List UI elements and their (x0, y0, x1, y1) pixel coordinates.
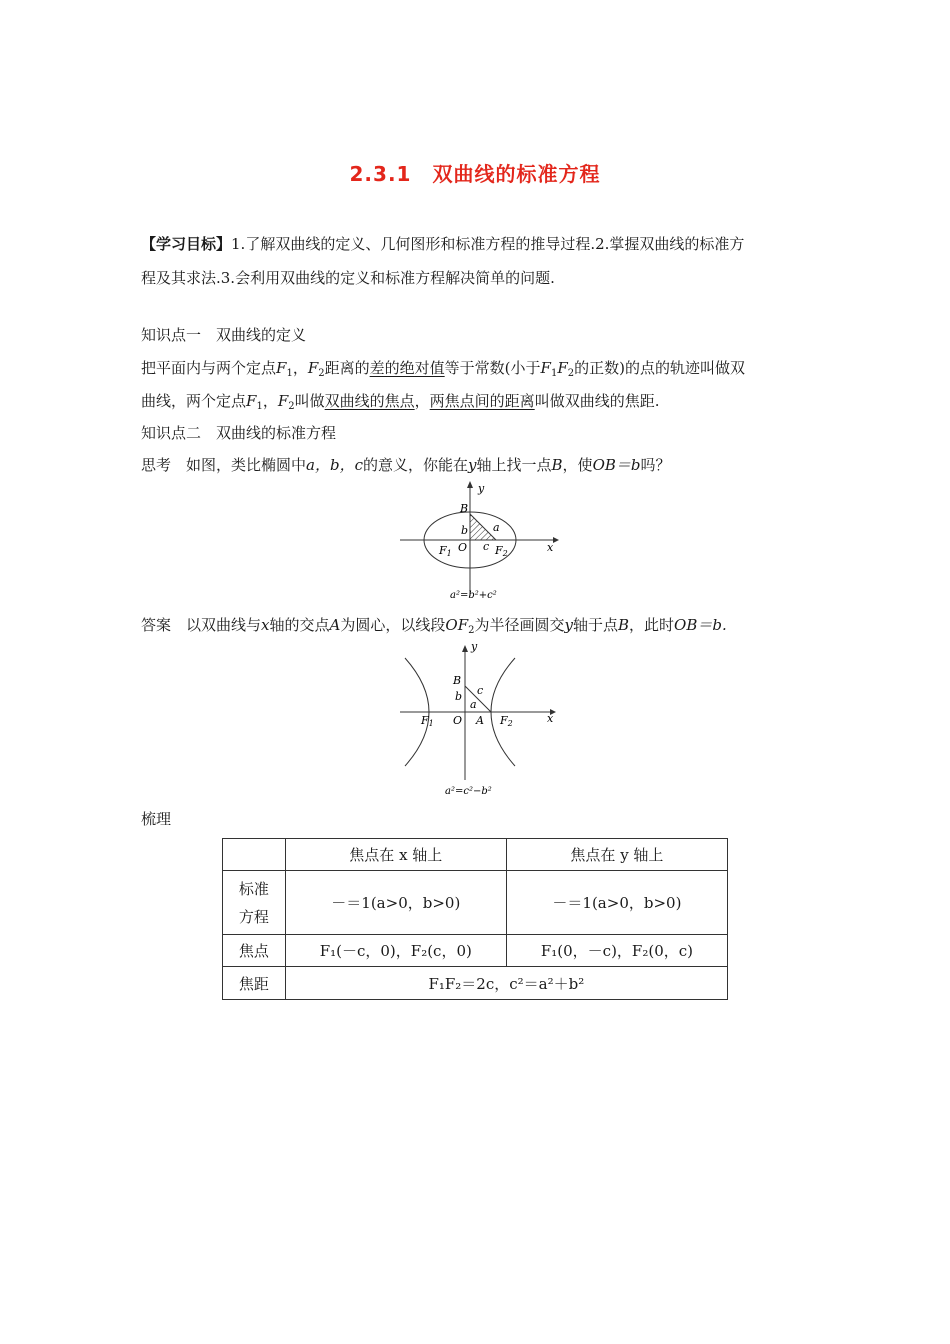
answer-text: 为半径画圆交 (474, 616, 565, 634)
a-length-label: a (493, 521, 500, 534)
x-symbol: x (261, 616, 270, 634)
c-length-label: c (477, 684, 484, 697)
underlined-term: 两焦点间的距离 (429, 392, 535, 410)
think-label: 思考 (141, 456, 172, 474)
underlined-term: 双曲线的焦点 (324, 392, 415, 410)
y-symbol: y (468, 456, 477, 474)
foci-y-cell: F₁(0，－c)，F₂(0，c) (506, 935, 727, 967)
subscript: 1 (286, 368, 293, 379)
f2-symbol: F (307, 359, 319, 377)
header-y-axis: 焦点在 y 轴上 (506, 839, 727, 871)
f2-label: F2 (495, 544, 508, 558)
summary-table (222, 838, 728, 1000)
equation-x-cell: －＝1(a>0，b>0) (285, 871, 506, 935)
think-line (141, 451, 671, 479)
think-text: ，使 (562, 456, 593, 474)
f1-label: F1 (439, 544, 452, 558)
row-label-foci: 焦点 (223, 935, 286, 967)
a-point: A (329, 616, 341, 634)
objectives-line-2: 程及其求法.3.会利用双曲线的定义和标准方程解决简单的问题. (141, 269, 555, 287)
x-label: x (547, 712, 554, 725)
kp1-text: 把平面内与两个定点 (141, 359, 277, 377)
think-text: 轴上找一点 (476, 456, 552, 474)
answer-equation: OB＝b. (674, 616, 727, 634)
focal-distance-cell: F₁F₂＝2c，c²＝a²＋b² (285, 967, 727, 1000)
objectives-label: 【学习目标】 (141, 235, 232, 253)
kp1-text: 叫做 (294, 392, 325, 410)
kp1-line-1 (141, 354, 745, 382)
subscript: 2 (567, 368, 575, 379)
b-point: B (551, 456, 563, 474)
b-length-label: b (461, 524, 469, 537)
table-row (223, 935, 728, 967)
ellipse-figure (395, 478, 565, 603)
table-row (223, 871, 728, 935)
answer-text: ，此时 (629, 616, 675, 634)
subscript: 2 (468, 625, 475, 636)
ellipse-caption: a²=b²+c² (450, 590, 497, 601)
f1-label: F1 (421, 714, 434, 728)
subscript: 1 (256, 401, 263, 412)
origin-label: O (458, 541, 468, 554)
a-vertex-label: A (476, 714, 484, 727)
think-text: 吗？ (640, 456, 671, 474)
foci-x-cell: F₁(－c，0)，F₂(c，0) (285, 935, 506, 967)
summary-label: 梳理 (141, 810, 172, 828)
f1-symbol: F (276, 359, 287, 377)
kp1-text: ， (292, 359, 308, 377)
y-label: y (478, 482, 485, 495)
f1-symbol: F (246, 392, 257, 410)
kp1-text: ， (262, 392, 278, 410)
subscript: 1 (550, 368, 558, 379)
c-length-label: c (483, 540, 490, 553)
kp1-text: 的正数)的点的轨迹叫做双 (574, 359, 745, 377)
table-corner-cell (223, 839, 286, 871)
kp1-line-2 (141, 387, 659, 415)
b-label: B (460, 502, 469, 515)
equation-y-cell: －＝1(a>0，b>0) (506, 871, 727, 935)
page-title: 2.3.1 双曲线的标准方程 (349, 162, 601, 186)
f2-symbol: F (277, 392, 289, 410)
b-length-label: b (455, 690, 463, 703)
hyperbola-caption: a²=c²−b² (445, 786, 492, 797)
subscript: 2 (318, 368, 325, 379)
kp1-text: 叫做双曲线的焦距. (534, 392, 660, 410)
y-label: y (471, 640, 478, 653)
answer-text: 轴的交点 (269, 616, 330, 634)
think-text: 的意义，你能在 (363, 456, 469, 474)
answer-text: 轴于点 (572, 616, 618, 634)
table-row (223, 839, 728, 871)
y-symbol: y (564, 616, 573, 634)
subscript: 2 (288, 401, 295, 412)
table-row (223, 967, 728, 1000)
b-point: B (618, 616, 630, 634)
row-label-focal-distance: 焦距 (223, 967, 286, 1000)
kp1-heading: 知识点一 双曲线的定义 (141, 326, 307, 344)
b-label: B (453, 674, 462, 687)
answer-line (141, 611, 727, 639)
answer-text: 为圆心，以线段 (340, 616, 446, 634)
kp2-heading: 知识点二 双曲线的标准方程 (141, 424, 337, 442)
kp1-text: 曲线，两个定点 (141, 392, 247, 410)
x-label: x (547, 541, 554, 554)
origin-label: O (453, 714, 463, 727)
answer-text: 以双曲线与 (186, 616, 262, 634)
row-label-equation: 标准 方程 (223, 871, 286, 935)
answer-label: 答案 (141, 616, 172, 634)
f2-symbol: F (557, 359, 568, 377)
f2-label: F2 (500, 714, 513, 728)
a-length-label: a (470, 698, 477, 711)
kp1-text: 距离的 (324, 359, 370, 377)
objectives-line-1 (141, 230, 744, 258)
kp1-text: 等于常数(小于 (444, 359, 541, 377)
kp1-text: ， (414, 392, 430, 410)
header-x-axis: 焦点在 x 轴上 (285, 839, 506, 871)
think-vars: a，b，c (306, 456, 363, 474)
f1-symbol: F (540, 359, 551, 377)
underlined-term: 差的绝对值 (369, 359, 445, 377)
objectives-text-1: 1.了解双曲线的定义、几何图形和标准方程的推导过程.2.掌握双曲线的标准方 (231, 235, 745, 253)
of-segment: OF (445, 616, 469, 634)
think-equation: OB＝b (592, 456, 641, 474)
hyperbola-figure (395, 640, 565, 800)
think-text: 如图，类比椭圆中 (186, 456, 307, 474)
